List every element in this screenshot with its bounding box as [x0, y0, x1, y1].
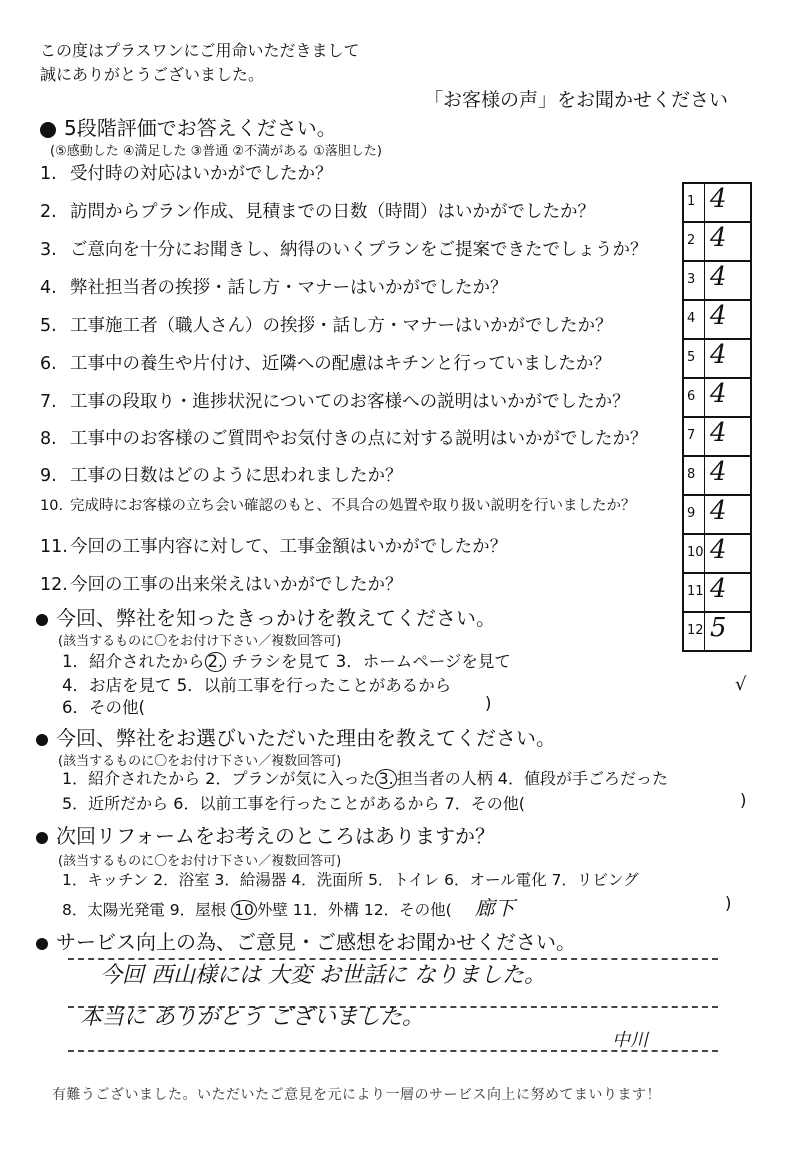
section5-title	[36, 926, 576, 955]
section2-line3: 6．その他(	[62, 698, 145, 717]
answer-box-divider	[704, 184, 705, 221]
answer-box-divider	[704, 574, 705, 611]
answer-box-number: 1	[687, 194, 696, 209]
question-text: 完成時にお客様の立ち会い確認のもと、不具合の処置や取り扱い説明を行いましたか？	[70, 498, 636, 514]
answer-box[interactable]	[682, 221, 752, 262]
question-row	[40, 274, 508, 299]
bullet-icon	[36, 614, 48, 626]
question-number: 3.	[40, 240, 57, 260]
footer-message: 有難うございました。いただいたご意見を元により一層のサービス向上に努めてまいります！	[52, 1087, 661, 1103]
question-text: 工事中の養生や片付け、近隣への配慮はキチンと行っていましたか？	[70, 354, 611, 374]
section2-title-text: 今回、弊社を知ったきっかけを教えてください。	[56, 606, 496, 630]
answer-box[interactable]	[682, 611, 752, 652]
question-text: 工事の段取り・進捗状況についてのお客様への説明はいかがでしたか？	[70, 392, 630, 412]
section3-line1	[62, 766, 668, 789]
answer-box-divider	[704, 496, 705, 533]
section4-line1: 1．キッチン 2．浴室 3．給湯器 4．洗面所 5．トイレ 6．オール電化 7．リビング	[62, 871, 639, 889]
question-text: 受付時の対応はいかがでしたか？	[70, 164, 333, 184]
rating-scale: (⑤感動した ④満足した ③普通 ②不満がある ①落胆した)	[50, 144, 382, 159]
question-number: 1.	[40, 164, 57, 184]
question-row	[40, 312, 613, 337]
section4-line2	[62, 892, 515, 921]
answer-box-divider	[704, 379, 705, 416]
handwritten-other: 廊下	[474, 896, 515, 920]
question-row	[40, 425, 648, 450]
section3-title	[36, 722, 556, 751]
circled-option[interactable]: 3.	[375, 769, 396, 789]
question-number: 4.	[40, 278, 57, 298]
answer-value: 4	[710, 574, 727, 604]
question-number: 6.	[40, 354, 57, 374]
answer-box-number: 3	[687, 272, 696, 287]
question-text: 工事中のお客様のご質問やお気付きの点に対する説明はいかがでしたか？	[70, 429, 648, 449]
answer-box[interactable]	[682, 416, 752, 457]
question-row	[40, 198, 595, 223]
question-row	[40, 350, 611, 375]
circled-option[interactable]: 10	[231, 900, 257, 920]
section2-note: (該当するものに〇をお付け下さい／複数回答可)	[58, 634, 342, 649]
section3-note: (該当するものに〇をお付け下さい／複数回答可)	[58, 754, 342, 769]
answer-box[interactable]	[682, 494, 752, 535]
question-number: 11.	[40, 537, 68, 557]
answer-value: 4	[710, 340, 727, 370]
answer-box-number: 4	[687, 311, 696, 326]
circled-option[interactable]: 2.	[205, 652, 227, 672]
comment-text-2: 本当に ありがとう ございました。	[80, 1005, 424, 1030]
section4-note: (該当するものに〇をお付け下さい／複数回答可)	[58, 854, 342, 869]
section2-title	[36, 602, 496, 631]
answer-box-divider	[704, 340, 705, 377]
question-row	[40, 388, 630, 413]
answer-box[interactable]	[682, 182, 752, 223]
question-text: 訪問からプラン作成、見積までの日数（時間）はいかがでしたか？	[70, 202, 595, 222]
option-text: 8．太陽光発電 9．屋根	[62, 901, 227, 919]
check-mark: √	[735, 674, 747, 695]
question-row	[40, 494, 636, 515]
intro-line-1: この度はプラスワンにご用命いただきまして	[40, 41, 360, 60]
question-number: 9.	[40, 466, 57, 486]
answer-box-divider	[704, 418, 705, 455]
answer-box-number: 6	[687, 389, 696, 404]
section5-title-text: サービス向上の為、ご意見・ご感想をお聞かせください。	[56, 930, 576, 954]
answer-box-number: 7	[687, 428, 696, 443]
answer-value: 4	[710, 457, 727, 487]
answer-box-divider	[704, 613, 705, 650]
section4-title-text: 次回リフォームをお考えのところはありますか？	[56, 824, 495, 848]
section2-line3-close: )	[485, 694, 492, 713]
answer-value: 4	[710, 262, 727, 292]
bullet-icon	[36, 832, 48, 844]
comment-text-1: 今回 西山様には 大変 お世話に なりました。	[100, 963, 546, 988]
section2-line2: 4．お店を見て 5．以前工事を行ったことがあるから	[62, 676, 452, 695]
question-row	[40, 160, 333, 185]
answer-value: 4	[710, 301, 727, 331]
answer-value: 5	[710, 613, 727, 643]
question-text: 今回の工事の出来栄えはいかがでしたか？	[70, 575, 403, 595]
section3-title-text: 今回、弊社をお選びいただいた理由を教えてください。	[56, 726, 556, 750]
answer-box-divider	[704, 535, 705, 572]
option-text: 外壁 11．外構 12．その他(	[256, 901, 452, 919]
answer-box-number: 11	[687, 584, 704, 599]
answer-box-number: 5	[687, 350, 696, 365]
question-text: 工事の日数はどのように思われましたか？	[70, 466, 403, 486]
question-text: 今回の工事内容に対して、工事金額はいかがでしたか？	[70, 537, 508, 557]
answer-value: 4	[710, 184, 727, 214]
answer-box-divider	[704, 457, 705, 494]
section3-line2: 5．近所だから 6．以前工事を行ったことがあるから 7．その他(	[62, 794, 525, 813]
question-number: 7.	[40, 392, 57, 412]
section4-line2-close: )	[725, 894, 732, 913]
answer-box[interactable]	[682, 377, 752, 418]
answer-box[interactable]	[682, 572, 752, 613]
option-text: チラシを見て 3．ホームページを見て	[231, 652, 511, 671]
answer-box-divider	[704, 301, 705, 338]
answer-box-number: 2	[687, 233, 696, 248]
answer-value: 4	[710, 418, 727, 448]
answer-box-number: 10	[687, 545, 704, 560]
answer-box-divider	[704, 262, 705, 299]
answer-box[interactable]	[682, 455, 752, 496]
question-number: 8.	[40, 429, 57, 449]
bullet-icon	[36, 938, 48, 950]
answer-box-divider	[704, 223, 705, 260]
question-number: 12.	[40, 575, 68, 595]
question-text: 弊社担当者の挨拶・話し方・マナーはいかがでしたか？	[70, 278, 508, 298]
question-number: 2.	[40, 202, 57, 222]
answer-value: 4	[710, 379, 727, 409]
question-row	[40, 462, 403, 487]
answer-value: 4	[710, 223, 727, 253]
option-text: 1．紹介されたから	[62, 652, 205, 671]
answer-box[interactable]	[682, 338, 752, 379]
answer-box-number: 12	[687, 623, 704, 638]
question-row	[40, 571, 403, 596]
signature: 中川	[612, 1030, 648, 1051]
option-text: 1．紹介されたから 2．プランが気に入った	[62, 769, 376, 788]
question-row	[40, 533, 507, 558]
question-text: 工事施工者（職人さん）の挨拶・話し方・マナーはいかがでしたか？	[70, 316, 613, 336]
answer-box-number: 9	[687, 506, 696, 521]
voice-title: 「お客様の声」をお聞かせください	[424, 89, 729, 111]
bullet-icon	[36, 734, 48, 746]
intro-line-2: 誠にありがとうございました。	[40, 65, 265, 84]
question-text: ご意向を十分にお聞きし、納得のいくプランをご提案できたでしょうか？	[70, 240, 648, 260]
section1-title-text: 5段階評価でお答えください。	[64, 116, 337, 140]
answer-value: 4	[710, 496, 727, 526]
answer-box-number: 8	[687, 467, 696, 482]
section4-title	[36, 820, 495, 849]
answer-box[interactable]	[682, 533, 752, 574]
section2-line1	[62, 648, 511, 672]
answer-box[interactable]	[682, 299, 752, 340]
section3-line2-close: )	[740, 791, 747, 810]
question-row	[40, 236, 648, 261]
bullet-icon	[40, 122, 56, 138]
answer-box[interactable]	[682, 260, 752, 301]
option-text: 担当者の人柄 4．値段が手ごろだった	[396, 769, 668, 788]
question-number: 10.	[40, 498, 64, 514]
question-number: 5.	[40, 316, 57, 336]
section1-title	[40, 112, 337, 141]
answer-value: 4	[710, 535, 727, 565]
